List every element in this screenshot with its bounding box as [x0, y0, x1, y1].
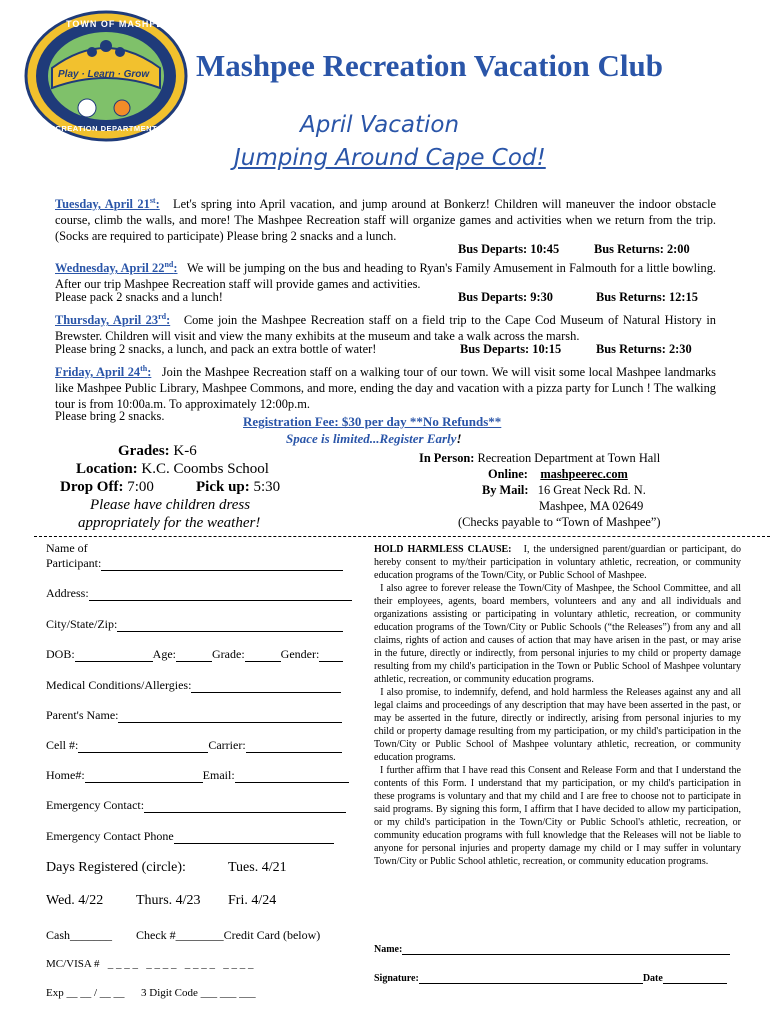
register-online: Online: mashpeerec.com	[488, 467, 628, 481]
tuesday-return: Bus Returns: 2:00	[594, 242, 690, 256]
location: Location: K.C. Coombs School	[76, 461, 269, 477]
parent-name-field[interactable]: Parent's Name:	[46, 708, 342, 723]
space-limited: Space is limited...Register Early!	[286, 431, 462, 446]
day-title: Thursday, April 23rd:	[55, 312, 171, 328]
legal-p1: I, the undersigned parent/guardian or participant, do hereby consent to my/their participation in voluntary athletic, recreation, or community education programs of the Town/City, or Public School of Mashpee.	[374, 544, 742, 581]
grades: Grades: K-6	[118, 443, 197, 459]
subtitle-jumping: Jumping Around Cape Cod!	[234, 145, 546, 171]
day-wednesday	[55, 257, 716, 292]
day-option-wed[interactable]: Wed. 4/22	[46, 893, 104, 908]
town-logo	[22, 8, 190, 144]
address-field[interactable]: Address:	[46, 586, 352, 601]
subtitle-april-vacation: April Vacation	[300, 112, 460, 138]
mail-city: Mashpee, MA 02649	[539, 499, 644, 513]
legal-p4: I further affirm that I have read this Consent and Release Form and that I understand the contents of this Form. I understand that my participation, or my child's participation in these programs is voluntary and that my child and I are free to choose not to participate in said programs. By signing this form, I affirm that I have decided to allow my participation, or my child's participation in the Town/City or Public School's athletic, recreation, or community education programs with full knowledge that the Releases will not be liable to anyone for personal injuries and property damage my child or I may suffer in voluntary Town/City or Public School athletic, recreation, or community education programs.	[374, 765, 741, 867]
day-title: Wednesday, April 22nd:	[55, 260, 178, 276]
day-title: Friday, April 24th:	[55, 364, 152, 380]
online-link[interactable]: mashpeerec.com	[540, 467, 628, 481]
day-description: Come join the Mashpee Recreation staff on a field trip to the Cape Cod Museum of Natural History in Brewster. Children will visit and view the many exhibits at the museum and take a walk across the marsh.	[55, 313, 716, 344]
dob-row[interactable]: DOB: Age: Grade: Gender:	[46, 647, 343, 662]
cell-row[interactable]: Cell #: Carrier:	[46, 738, 342, 753]
city-state-zip-field[interactable]: City/State/Zip:	[46, 617, 343, 632]
home-row[interactable]: Home#: Email:	[46, 768, 349, 783]
drop-off: Drop Off: 7:00	[60, 479, 154, 495]
thursday-tail: Please bring 2 snacks, a lunch, and pack an extra bottle of water!	[55, 342, 377, 356]
logo-top-text: TOWN OF MASHPEE	[66, 19, 171, 29]
checks-payable: (Checks payable to “Town of Mashpee”)	[458, 515, 661, 529]
legal-p3: I also promise, to indemnify, defend, and hold harmless the Releases against any and all legal claims and proceedings of any description that may have been asserted in the past, or may be asserted in the future, directly or indirectly, arising from personal injuries to my child or property damage resulting from my participation, or my child's participation in the Town/City or Public School of Mashpee voluntary athletic, recreation, or community education programs.	[374, 687, 741, 763]
days-registered-label: Days Registered (circle):	[46, 860, 186, 875]
register-in-person: In Person: Recreation Department at Town Hall	[419, 451, 661, 465]
participant-field[interactable]: Participant:	[46, 556, 343, 571]
thursday-return: Bus Returns: 2:30	[596, 342, 692, 356]
day-option-tue[interactable]: Tues. 4/21	[228, 860, 287, 875]
legal-name-field[interactable]: Name:	[374, 944, 730, 955]
day-option-fri[interactable]: Fri. 4/24	[228, 893, 277, 908]
wednesday-tail: Please pack 2 snacks and a lunch!	[55, 290, 223, 304]
emergency-phone-field[interactable]: Emergency Contact Phone	[46, 829, 334, 844]
day-option-thu[interactable]: Thurs. 4/23	[136, 893, 201, 908]
wednesday-return: Bus Returns: 12:15	[596, 290, 698, 304]
logo-banner: Play · Learn · Grow	[58, 69, 150, 80]
day-tuesday	[55, 193, 716, 244]
day-friday	[55, 361, 716, 412]
tuesday-depart: Bus Departs: 10:45	[458, 242, 560, 256]
card-number[interactable]: MC/VISA # _ _ _ _ _ _ _ _ _ _ _ _ _ _ _ _	[46, 958, 254, 970]
logo-bottom-text: RECREATION DEPARTMENT	[44, 124, 158, 133]
dress-note-2: appropriately for the weather!	[78, 515, 261, 531]
day-title: Tuesday, April 21st:	[55, 196, 160, 212]
medical-field[interactable]: Medical Conditions/Allergies:	[46, 678, 341, 693]
wednesday-depart: Bus Departs: 9:30	[458, 290, 553, 304]
legal-heading: HOLD HARMLESS CLAUSE:	[374, 544, 512, 555]
card-exp[interactable]: Exp __ __ / __ __ 3 Digit Code ___ ___ ___	[46, 987, 256, 999]
check-option[interactable]: Check #________Credit Card (below)	[136, 928, 321, 942]
hold-harmless	[374, 543, 741, 868]
dress-note-1: Please have children dress	[90, 497, 251, 513]
day-description: Join the Mashpee Recreation staff on a walking tour of our town. We will visit some local Mashpee landmarks like Mashpee Public Library, Mashpee Commons, and more, ending the day and vacation with a pizza party for Lunch ! The walking tour is from 10:00a.m. To approximately 12:00p.m.	[55, 365, 716, 412]
cash-option[interactable]: Cash_______	[46, 928, 112, 942]
signature-field[interactable]: Signature: Date	[374, 973, 727, 984]
day-description: Let's spring into April vacation, and jump around at Bonkerz! Children will maneuver the indoor obstacle course, climb the walls, and more! The Mashpee Recreation staff will organize games and activities when we return from the trip. (Socks are required to participate) Please bring 2 snacks and a lunch.	[55, 197, 717, 244]
emergency-contact-field[interactable]: Emergency Contact:	[46, 798, 346, 813]
day-thursday	[55, 309, 716, 344]
friday-tail: Please bring 2 snacks.	[55, 409, 165, 423]
registration-fee: Registration Fee: $30 per day **No Refunds**	[243, 414, 502, 429]
name-label: Name of	[46, 541, 88, 555]
cut-line	[34, 536, 770, 537]
page-title: Mashpee Recreation Vacation Club	[196, 48, 664, 83]
thursday-depart: Bus Departs: 10:15	[460, 342, 562, 356]
register-by-mail: By Mail: 16 Great Neck Rd. N.	[482, 483, 646, 497]
legal-p2: I also agree to forever release the Town/City of Mashpee, the School Committee, and all their employees, agents, board members, volunteers and any and all individuals and organizations assisting or participating in voluntary athletic, recreation, or community education programs of the Town/City or Public Schools (“the Releases”) from any and all claims, rights of action and causes of action that may have arisen in the past, or may arise in the future, directly or indirectly, from personal injuries to my child or property damage resulting from my child's participation in the Town or Public School of Mashpee voluntary athletic, recreation, or community education programs.	[374, 583, 742, 685]
day-description: We will be jumping on the bus and heading to Ryan's Family Amusement in Falmouth for a little bowling. After our trip Mashpee Recreation staff will provide games and activities.	[55, 261, 716, 292]
pick-up: Pick up: 5:30	[196, 479, 281, 495]
